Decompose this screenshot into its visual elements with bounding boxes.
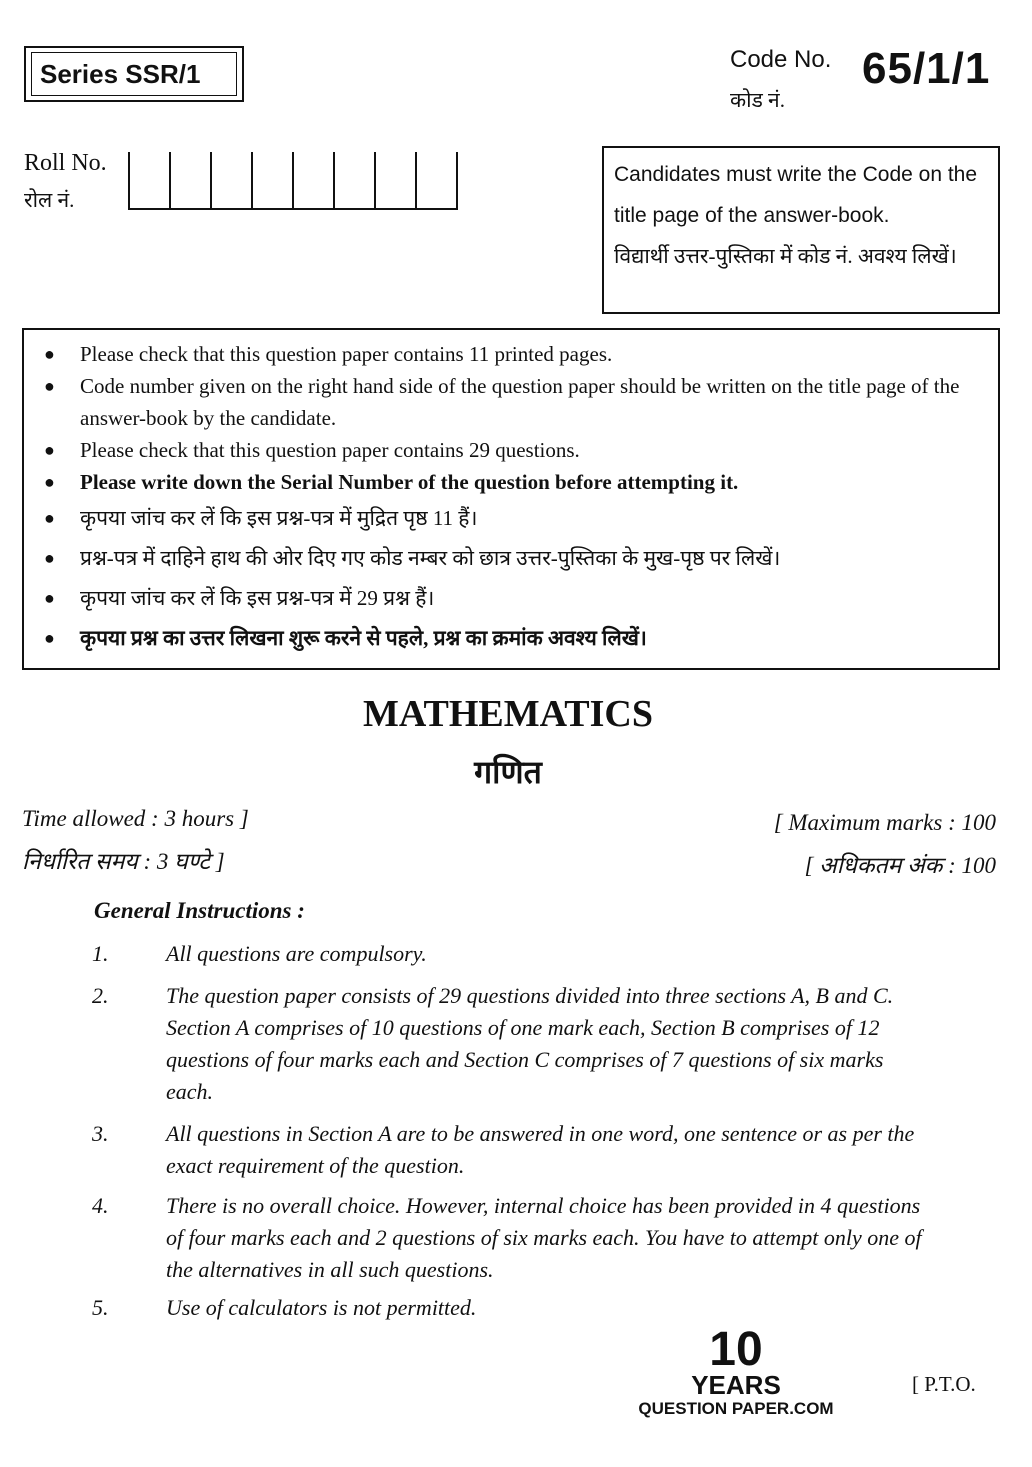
general-instruction <box>92 1118 932 1182</box>
candidate-note-hindi: विद्यार्थी उत्तर-पुस्तिका में कोड नं. अवश्य लिखें। <box>614 244 957 268</box>
subject-title-hindi: गणित <box>474 754 542 790</box>
instruction-number: 2. <box>92 983 109 1008</box>
instruction-number: 5. <box>92 1295 109 1320</box>
code-label-hindi: कोड नं. <box>730 88 785 112</box>
roll-digit-box[interactable] <box>376 152 417 208</box>
subject-title: MATHEMATICS <box>363 693 653 735</box>
code-number: 65/1/1 <box>862 44 991 93</box>
maximum-marks: [ Maximum marks : 100 <box>773 810 996 835</box>
series-box <box>24 46 244 102</box>
time-allowed: Time allowed : 3 hours ] <box>22 806 249 831</box>
instruction-item-hindi: ● प्रश्न-पत्र में दाहिने हाथ की ओर दिए गए कोड नम्बर को छात्र उत्तर-पुस्तिका के मुख-पृष्ठ पर लिखें। <box>44 538 988 578</box>
general-instruction <box>92 1292 932 1324</box>
general-instruction <box>92 938 932 970</box>
instruction-item: ● Please check that this question paper contains 29 questions. <box>44 434 988 466</box>
logo-years: YEARS <box>691 1370 781 1400</box>
bullet-icon: ● <box>44 440 55 460</box>
candidate-note-box <box>602 146 1000 314</box>
instruction-item-hindi: ● कृपया प्रश्न का उत्तर लिखना शुरू करने से पहले, प्रश्न का क्रमांक अवश्य लिखें। <box>44 618 988 658</box>
bullet-icon: ● <box>44 508 55 528</box>
candidate-note: Candidates must write the Code on the title page of the answer-book. <box>614 163 978 227</box>
general-instructions-heading: General Instructions : <box>94 898 305 923</box>
instruction-item: ● Code number given on the right hand side of the question paper should be written on the title page of the answer-book by the candidate. <box>44 370 988 434</box>
instruction-text: Use of calculators is not permitted. <box>166 1295 477 1320</box>
instructions-box <box>22 328 1000 670</box>
bullet-icon: ● <box>44 472 55 492</box>
roll-digit-box[interactable] <box>417 152 458 208</box>
roll-number-boxes[interactable] <box>128 152 458 210</box>
instruction-text: The question paper consists of 29 questions divided into three sections A, B and C. Section A comprises of 10 questions of one mark each, Section B comprises of 12 questions of four marks each and Section C comprises of 7 questions of six marks each. <box>166 983 894 1104</box>
roll-digit-box[interactable] <box>212 152 253 208</box>
roll-digit-box[interactable] <box>253 152 294 208</box>
logo-site: QUESTION PAPER.COM <box>638 1399 834 1418</box>
instruction-item: ● Please check that this question paper contains 11 printed pages. <box>44 338 988 370</box>
instruction-item-hindi: ● कृपया जांच कर लें कि इस प्रश्न-पत्र में मुद्रित पृष्ठ 11 हैं। <box>44 498 988 538</box>
general-instruction <box>92 1190 932 1286</box>
roll-digit-box[interactable] <box>335 152 376 208</box>
instruction-number: 3. <box>92 1121 109 1146</box>
instruction-number: 4. <box>92 1193 109 1218</box>
general-instruction <box>92 980 932 1108</box>
roll-digit-box[interactable] <box>171 152 212 208</box>
instruction-item-hindi: ● कृपया जांच कर लें कि इस प्रश्न-पत्र में 29 प्रश्न हैं। <box>44 578 988 618</box>
time-allowed-hindi: निर्धारित समय : 3 घण्टे ] <box>22 849 225 874</box>
roll-digit-box[interactable] <box>130 152 171 208</box>
maximum-marks-hindi: [ अधिकतम अंक : 100 <box>804 853 996 878</box>
instruction-item: ● Please write down the Serial Number of the question before attempting it. <box>44 466 988 498</box>
bullet-icon: ● <box>44 376 55 396</box>
bullet-icon: ● <box>44 548 55 568</box>
bullet-icon: ● <box>44 588 55 608</box>
bullet-icon: ● <box>44 344 55 364</box>
roll-label: Roll No. <box>24 150 107 176</box>
instruction-text: All questions are compulsory. <box>166 941 427 966</box>
bullet-icon: ● <box>44 628 55 648</box>
instruction-text: All questions in Section A are to be answered in one word, one sentence or as per the exact requirement of the question. <box>166 1121 915 1178</box>
roll-label-hindi: रोल नं. <box>24 188 75 212</box>
watermark-logo <box>636 1323 836 1420</box>
code-label: Code No. <box>730 46 832 73</box>
instruction-text: There is no overall choice. However, internal choice has been provided in 4 questions of four marks each and 2 questions of six marks each. You have to attempt only one of the alternatives in all such questions. <box>166 1193 922 1282</box>
series-label: Series SSR/1 <box>31 52 237 96</box>
roll-digit-box[interactable] <box>294 152 335 208</box>
pto-label: [ P.T.O. <box>912 1372 976 1396</box>
logo-number: 10 <box>709 1323 763 1376</box>
instruction-number: 1. <box>92 941 109 966</box>
